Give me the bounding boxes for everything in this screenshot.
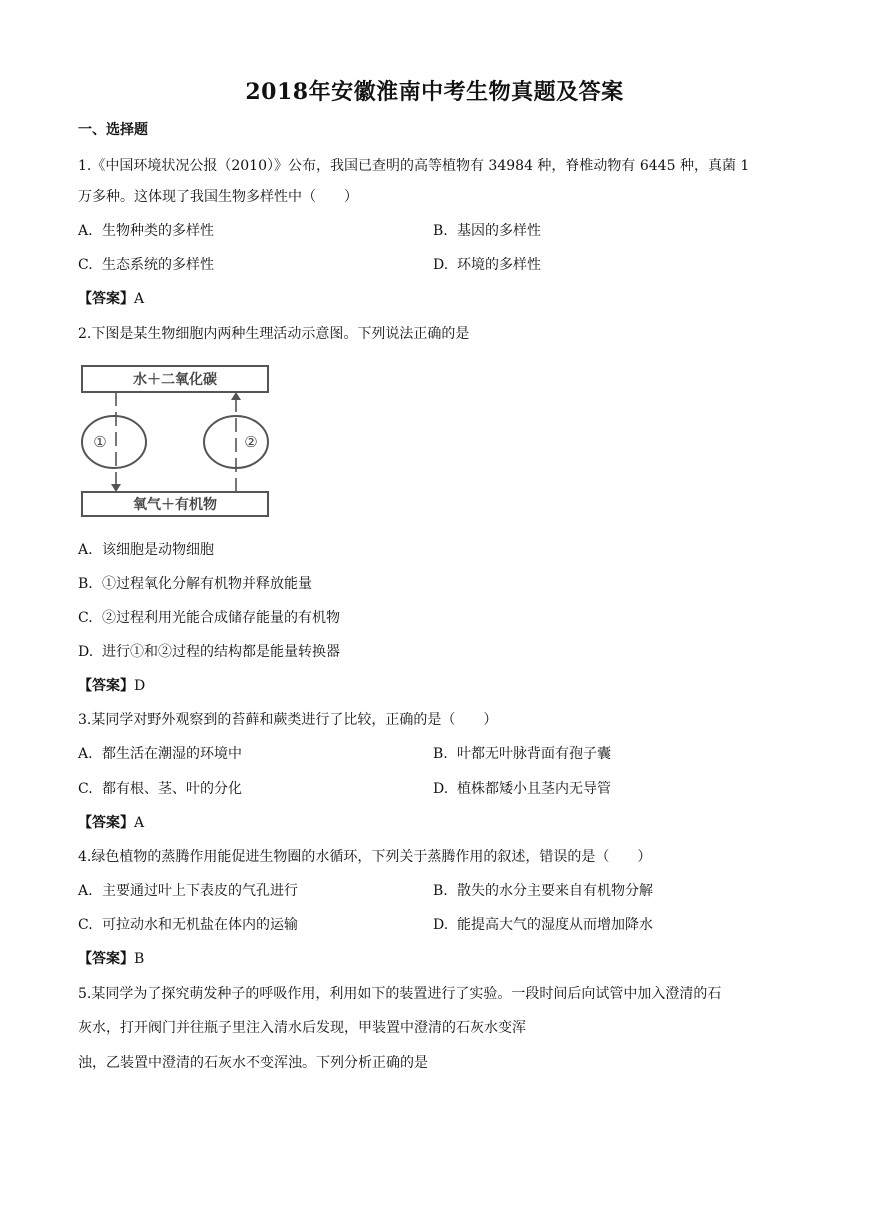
q4-answer xyxy=(78,949,144,969)
q1-stem-line1: 1.《中国环境状况公报（2010）》公布，我国已查明的高等植物有 34984 种，脊椎动物有 6445 种，真菌 1 xyxy=(78,158,750,174)
option-letter: A. xyxy=(78,542,93,558)
option-text: 生态系统的多样性 xyxy=(102,257,214,273)
q4-option-a xyxy=(78,881,298,901)
option-letter: B. xyxy=(433,883,448,899)
option-letter: D. xyxy=(78,644,94,660)
top-box-label: 水＋二氧化碳 xyxy=(133,372,217,388)
q1-answer xyxy=(78,289,144,309)
option-letter: C. xyxy=(78,257,93,273)
up-arrowhead xyxy=(231,392,241,400)
option-text: 环境的多样性 xyxy=(457,257,541,273)
answer-label: 【答案】 xyxy=(78,291,134,307)
q1-stem-line2: 万多种。这体现了我国生物多样性中（ ） xyxy=(78,189,358,205)
q2-answer xyxy=(78,676,145,696)
option-letter: B. xyxy=(78,576,93,592)
q5-stem-line1: 5.某同学为了探究萌发种子的呼吸作用，利用如下的装置进行了实验。一段时间后向试管中加入澄清的石 xyxy=(78,986,722,1002)
bottom-box-label: 氧气＋有机物 xyxy=(133,497,217,513)
q3-stem: 3.某同学对野外观察到的苔藓和蕨类进行了比较，正确的是（ ） xyxy=(78,712,498,728)
q4-stem: 4.绿色植物的蒸腾作用能促进生物圈的水循环，下列关于蒸腾作用的叙述，错误的是（ ） xyxy=(78,849,652,865)
option-text: 都生活在潮湿的环境中 xyxy=(102,746,242,762)
process1-label: ① xyxy=(93,433,107,451)
process2-label: ② xyxy=(244,433,258,451)
q3-option-c xyxy=(78,779,242,799)
q1-option-c xyxy=(78,255,214,275)
option-letter: B. xyxy=(433,223,448,239)
q3-answer xyxy=(78,813,144,833)
photosynthesis-respiration-diagram xyxy=(76,360,276,520)
diagram-svg xyxy=(76,360,276,520)
option-text: 基因的多样性 xyxy=(457,223,541,239)
option-letter: A. xyxy=(78,223,93,239)
option-text: 生物种类的多样性 xyxy=(102,223,214,239)
option-letter: D. xyxy=(433,257,449,273)
section-heading: 一、选择题 xyxy=(78,122,148,138)
left-cell-ellipse xyxy=(82,416,146,468)
option-text: 主要通过叶上下表皮的气孔进行 xyxy=(102,883,298,899)
q2-option-a xyxy=(78,540,214,560)
answer-value: A xyxy=(134,291,145,307)
option-letter: B. xyxy=(433,746,448,762)
option-letter: D. xyxy=(433,917,449,933)
answer-label: 【答案】 xyxy=(78,678,134,694)
down-arrowhead xyxy=(111,484,121,492)
document-title: 2018年安徽淮南中考生物真题及答案 xyxy=(245,79,624,105)
q1-option-d xyxy=(433,255,541,275)
q3-option-d xyxy=(433,779,611,799)
option-letter: D. xyxy=(433,781,449,797)
option-text: 进行①和②过程的结构都是能量转换器 xyxy=(102,644,340,660)
option-text: 该细胞是动物细胞 xyxy=(102,542,214,558)
q5-stem-line3: 浊，乙装置中澄清的石灰水不变浑浊。下列分析正确的是 xyxy=(78,1055,428,1071)
q3-option-a xyxy=(78,744,242,764)
option-text: ①过程氧化分解有机物并释放能量 xyxy=(102,576,312,592)
answer-value: B xyxy=(134,951,145,967)
option-letter: C. xyxy=(78,610,93,626)
q4-option-b xyxy=(433,881,653,901)
q4-option-d xyxy=(433,915,653,935)
q4-option-c xyxy=(78,915,298,935)
answer-label: 【答案】 xyxy=(78,951,134,967)
option-letter: A. xyxy=(78,746,93,762)
q1-option-b xyxy=(433,221,541,241)
q1-option-a xyxy=(78,221,214,241)
option-text: 植株都矮小且茎内无导管 xyxy=(457,781,611,797)
answer-label: 【答案】 xyxy=(78,815,134,831)
answer-value: A xyxy=(134,815,145,831)
option-text: 可拉动水和无机盐在体内的运输 xyxy=(102,917,298,933)
option-text: 散失的水分主要来自有机物分解 xyxy=(457,883,653,899)
q3-option-b xyxy=(433,744,611,764)
option-letter: A. xyxy=(78,883,93,899)
q2-option-b xyxy=(78,574,312,594)
answer-value: D xyxy=(134,678,146,694)
option-text: 能提高大气的湿度从而增加降水 xyxy=(457,917,653,933)
q2-option-d xyxy=(78,642,340,662)
option-letter: C. xyxy=(78,781,93,797)
option-text: ②过程利用光能合成储存能量的有机物 xyxy=(102,610,340,626)
option-text: 叶都无叶脉背面有孢子囊 xyxy=(457,746,611,762)
q2-option-c xyxy=(78,608,340,628)
option-text: 都有根、茎、叶的分化 xyxy=(102,781,242,797)
q2-stem: 2.下图是某生物细胞内两种生理活动示意图。下列说法正确的是 xyxy=(78,326,470,342)
q5-stem-line2: 灰水，打开阀门并往瓶子里注入清水后发现，甲装置中澄清的石灰水变浑 xyxy=(78,1020,526,1036)
option-letter: C. xyxy=(78,917,93,933)
